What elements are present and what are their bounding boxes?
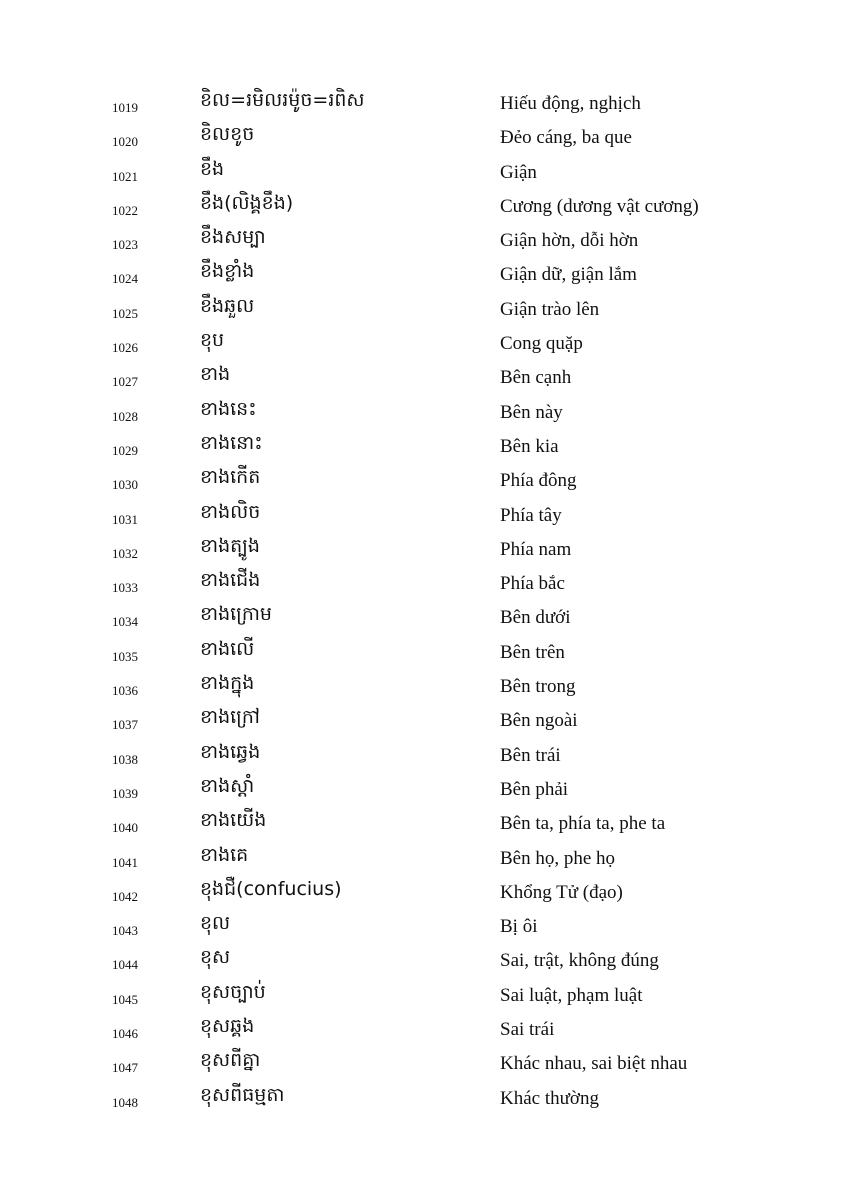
khmer-term: ខិលខូច (200, 123, 255, 146)
vietnamese-translation: Hiếu động, nghịch (500, 93, 641, 114)
vietnamese-translation: Bị ôi (500, 916, 538, 938)
vietnamese-translation: Cong quặp (500, 333, 583, 355)
vietnamese-translation: Khác thường (500, 1087, 599, 1109)
entry-number: 1040 (112, 820, 138, 836)
dictionary-entry (0, 877, 848, 911)
entry-number: 1025 (112, 305, 138, 321)
vietnamese-translation: Sai luật, phạm luật (500, 984, 643, 1006)
entry-number: 1033 (112, 580, 138, 596)
dictionary-entry (0, 911, 848, 945)
khmer-term: ខឹងសម្បា (200, 226, 266, 249)
dictionary-entry (0, 191, 848, 225)
entry-number: 1045 (112, 991, 138, 1007)
khmer-term: ខាងឆ្វេង (200, 740, 261, 763)
entry-number: 1041 (112, 854, 138, 870)
entry-number: 1048 (112, 1094, 138, 1110)
vietnamese-translation: Khác nhau, sai biệt nhau (500, 1053, 688, 1075)
khmer-term: ខុសពីគ្នា (200, 1049, 261, 1072)
entry-number: 1023 (112, 237, 138, 253)
dictionary-entry (0, 1083, 848, 1117)
vietnamese-translation: Bên trong (500, 676, 576, 698)
entry-number: 1021 (112, 168, 138, 184)
vietnamese-translation: Bên phải (500, 778, 569, 800)
khmer-term: ខាងកើត (200, 466, 261, 489)
dictionary-entry (0, 259, 848, 293)
dictionary-entry (0, 774, 848, 808)
dictionary-entry (0, 431, 848, 465)
entry-number: 1043 (112, 923, 138, 939)
dictionary-entry (0, 740, 848, 774)
dictionary-entry (0, 808, 848, 842)
dictionary-entry (0, 362, 848, 396)
dictionary-entry (0, 122, 848, 156)
khmer-term: ខាងគេ (200, 843, 249, 866)
khmer-term: ខុសច្បាប់ (200, 980, 266, 1003)
vietnamese-translation: Phía bắc (500, 573, 565, 595)
dictionary-entry (0, 294, 848, 328)
khmer-term: ខុស (200, 946, 231, 969)
vietnamese-translation: Bên kia (500, 435, 559, 457)
dictionary-entry (0, 328, 848, 362)
entry-number: 1044 (112, 957, 138, 973)
dictionary-entry (0, 945, 848, 979)
khmer-term: ខឹងខ្លាំង (200, 260, 255, 283)
vietnamese-translation: Giận hờn, dỗi hờn (500, 230, 639, 252)
entry-number: 1030 (112, 477, 138, 493)
vietnamese-translation: Cương (dương vật cương) (500, 195, 699, 217)
entry-number: 1047 (112, 1060, 138, 1076)
khmer-term: ខាងក្រៅ (200, 706, 260, 729)
entry-number: 1032 (112, 545, 138, 561)
vietnamese-translation: Bên trên (500, 641, 565, 663)
khmer-term: ខាងត្បូង (200, 534, 260, 557)
dictionary-entry (0, 500, 848, 534)
dictionary-entry (0, 465, 848, 499)
vietnamese-translation: Bên cạnh (500, 367, 572, 389)
vietnamese-translation: Giận (500, 161, 537, 183)
dictionary-entry (0, 980, 848, 1014)
vietnamese-translation: Bên trái (500, 744, 561, 766)
vietnamese-translation: Khổng Tử (đạo) (500, 881, 623, 903)
khmer-term: ខាងស្តាំ (200, 774, 255, 797)
khmer-term: ខាងលិច (200, 500, 261, 523)
entry-number: 1038 (112, 751, 138, 767)
dictionary-entry (0, 637, 848, 671)
vietnamese-translation: Phía nam (500, 538, 572, 560)
entry-number: 1035 (112, 648, 138, 664)
dictionary-entry (0, 225, 848, 259)
entry-number: 1046 (112, 1026, 138, 1042)
khmer-term: ខុប (200, 329, 225, 352)
dictionary-entry (0, 157, 848, 191)
khmer-term: ខាងក្នុង (200, 672, 255, 695)
entry-number: 1036 (112, 683, 138, 699)
entry-number: 1042 (112, 888, 138, 904)
dictionary-entry (0, 568, 848, 602)
vietnamese-translation: Giận dữ, giận lắm (500, 264, 637, 286)
dictionary-entry (0, 843, 848, 877)
khmer-term: ខឹង(លិង្គខឹង) (200, 191, 294, 214)
entry-number: 1037 (112, 717, 138, 733)
vietnamese-translation: Sai trái (500, 1019, 555, 1041)
vietnamese-translation: Giận trào lên (500, 298, 600, 320)
entry-number: 1019 (112, 100, 138, 115)
entry-number: 1026 (112, 340, 138, 356)
entry-number: 1022 (112, 202, 138, 218)
dictionary-entry (0, 534, 848, 568)
khmer-term: ខាងក្រោម (200, 603, 272, 626)
entry-number: 1028 (112, 408, 138, 424)
vietnamese-translation: Bên họ, phe họ (500, 847, 616, 869)
dictionary-entry (0, 88, 848, 122)
khmer-term: ខាងលើ (200, 637, 255, 660)
khmer-term: ខាងនោះ (200, 431, 263, 454)
dictionary-entry (0, 1048, 848, 1082)
khmer-term: ខាងយើង (200, 809, 267, 832)
vietnamese-translation: Bên ta, phía ta, phe ta (500, 813, 666, 835)
khmer-term: ខាងនេះ (200, 397, 257, 420)
khmer-term: ខាងជើង (200, 569, 261, 592)
khmer-term: ខុសឆ្គង (200, 1015, 255, 1038)
vietnamese-translation: Bên ngoài (500, 710, 578, 732)
entry-number: 1039 (112, 785, 138, 801)
dictionary-list (0, 88, 848, 1117)
vietnamese-translation: Sai, trật, không đúng (500, 950, 659, 972)
vietnamese-translation: Phía đông (500, 470, 577, 492)
khmer-term: ខាង (200, 363, 231, 386)
entry-number: 1020 (112, 134, 138, 150)
vietnamese-translation: Bên này (500, 401, 563, 423)
entry-number: 1029 (112, 442, 138, 458)
entry-number: 1024 (112, 271, 138, 287)
vietnamese-translation: Phía tây (500, 504, 562, 526)
dictionary-entry (0, 602, 848, 636)
khmer-term: ខុល (200, 912, 231, 935)
khmer-term: ខុងជឺ(confucius) (200, 877, 342, 900)
dictionary-entry (0, 1014, 848, 1048)
entry-number: 1027 (112, 374, 138, 390)
dictionary-entry (0, 671, 848, 705)
entry-number: 1031 (112, 511, 138, 527)
vietnamese-translation: Bên dưới (500, 607, 571, 629)
dictionary-entry (0, 705, 848, 739)
khmer-term: ខឹង (200, 157, 225, 180)
dictionary-entry (0, 397, 848, 431)
vietnamese-translation: Đẻo cáng, ba que (500, 127, 632, 149)
khmer-term: ខឹងឆួល (200, 294, 255, 317)
entry-number: 1034 (112, 614, 138, 630)
khmer-term: ខិល=រមិលរម៉ូច=រពិស (200, 89, 365, 111)
khmer-term: ខុសពីធម្មតា (200, 1083, 285, 1106)
